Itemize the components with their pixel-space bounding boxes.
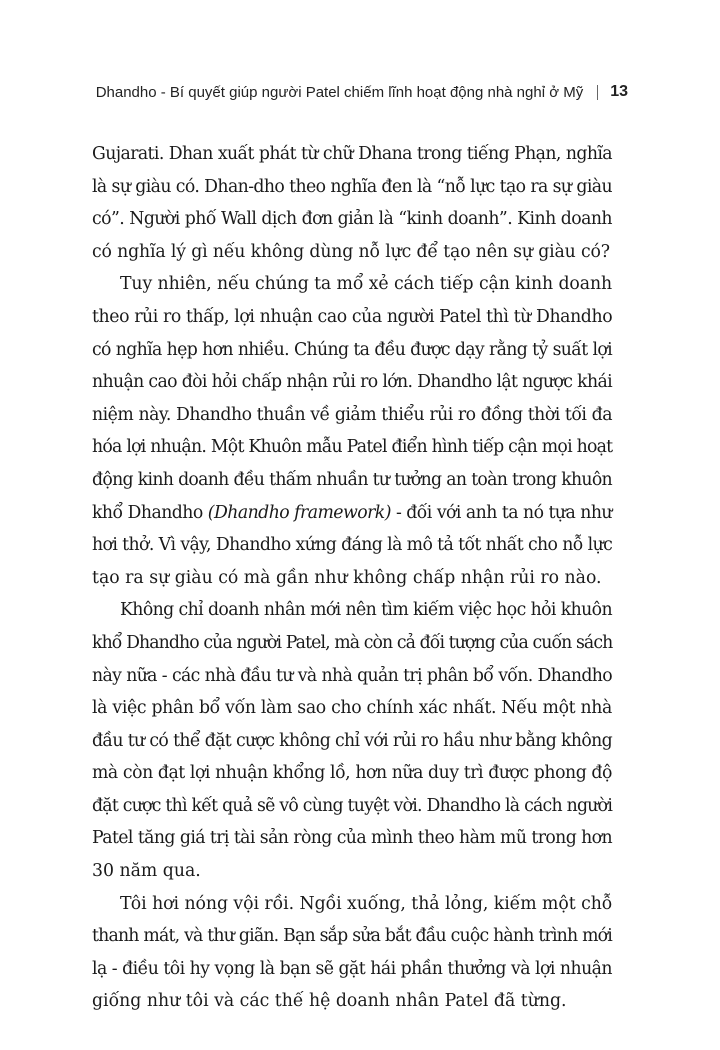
text-line: thanh mát, và thư giãn. Bạn sắp sửa bắt đầu cuộc hành trình mới <box>92 926 612 947</box>
text-line: có nghĩa hẹp hơn nhiều. Chúng ta đều được dạy rằng tỷ suất lợi <box>92 339 612 360</box>
running-title: Dhandho - Bí quyết giúp người Patel chiếm lĩnh hoạt động nhà nghỉ ở Mỹ <box>95 83 584 101</box>
text-line: tạo ra sự giàu có mà gần như không chấp nhận rủi ro nào. <box>92 567 602 588</box>
text-line: niệm này. Dhandho thuần về giảm thiểu rủi ro đồng thời tối đa <box>92 404 612 425</box>
text-line: mà còn đạt lợi nhuận khổng lồ, hơn nữa duy trì được phong độ <box>92 763 612 784</box>
text-line: Tuy nhiên, nếu chúng ta mổ xẻ cách tiếp cận kinh doanh <box>120 274 612 295</box>
text-line: Gujarati. Dhan xuất phát từ chữ Dhana trong tiếng Phạn, nghĩa <box>92 144 612 164</box>
text-line: hơi thở. Vì vậy, Dhandho xứng đáng là mô tả tốt nhất cho nỗ lực <box>92 535 613 556</box>
running-header <box>80 80 628 104</box>
text-line: này nữa - các nhà đầu tư và nhà quản trị phân bổ vốn. Dhandho <box>92 665 612 686</box>
paragraph-2 <box>92 268 612 594</box>
text-line: Tôi hơi nóng vội rồi. Ngồi xuống, thả lỏng, kiếm một chỗ <box>120 893 613 914</box>
text-line: là việc phân bổ vốn làm sao cho chính xác nhất. Nếu một nhà <box>92 698 612 719</box>
text-line: hóa lợi nhuận. Một Khuôn mẫu Patel điển hình tiếp cận mọi hoạt <box>92 437 613 458</box>
text-line: 30 năm qua. <box>92 861 201 882</box>
paragraph-4 <box>92 888 612 1018</box>
paragraph-3 <box>92 594 612 887</box>
text-line: lạ - điều tôi hy vọng là bạn sẽ gặt hái phần thưởng và lợi nhuận <box>92 958 612 979</box>
text-line: khổ Dhandho của người Patel, mà còn cả đối tượng của cuốn sách <box>92 632 613 653</box>
paragraph-1 <box>92 138 612 268</box>
text-line: đầu tư có thể đặt cược không chỉ với rủi ro hầu như bằng không <box>92 730 612 751</box>
text-line: theo rủi ro thấp, lợi nhuận cao của người Patel thì từ Dhandho <box>92 306 613 327</box>
page-number: 13 <box>610 83 628 100</box>
text-line: là sự giàu có. Dhan-dho theo nghĩa đen là “nỗ lực tạo ra sự giàu <box>92 176 612 197</box>
text-line: có”. Người phố Wall dịch đơn giản là “kinh doanh”. Kinh doanh <box>92 209 612 230</box>
text-fragment: - đối với anh ta nó tựa như <box>390 502 612 523</box>
italic-term: (Dhandho framework) <box>207 502 391 523</box>
text-line: động kinh doanh đều thấm nhuần tư tưởng an toàn trong khuôn <box>92 469 612 490</box>
text-line: nhuận cao đòi hỏi chấp nhận rủi ro lớn. Dhandho lật ngược khái <box>92 372 612 393</box>
text-line: Patel tăng giá trị tài sản ròng của mình theo hàm mũ trong hơn <box>92 828 612 849</box>
text-line: giống như tôi và các thế hệ doanh nhân Patel đã từng. <box>92 991 567 1012</box>
text-fragment: khổ Dhandho <box>92 502 208 523</box>
header-divider <box>597 85 598 100</box>
body-text <box>92 138 612 1018</box>
text-line: có nghĩa lý gì nếu không dùng nỗ lực để tạo nên sự giàu có? <box>92 241 610 262</box>
text-line-with-italic <box>92 497 612 530</box>
text-line: đặt cược thì kết quả sẽ vô cùng tuyệt vời. Dhandho là cách người <box>92 795 613 816</box>
text-line: Không chỉ doanh nhân mới nên tìm kiếm việc học hỏi khuôn <box>120 600 612 621</box>
